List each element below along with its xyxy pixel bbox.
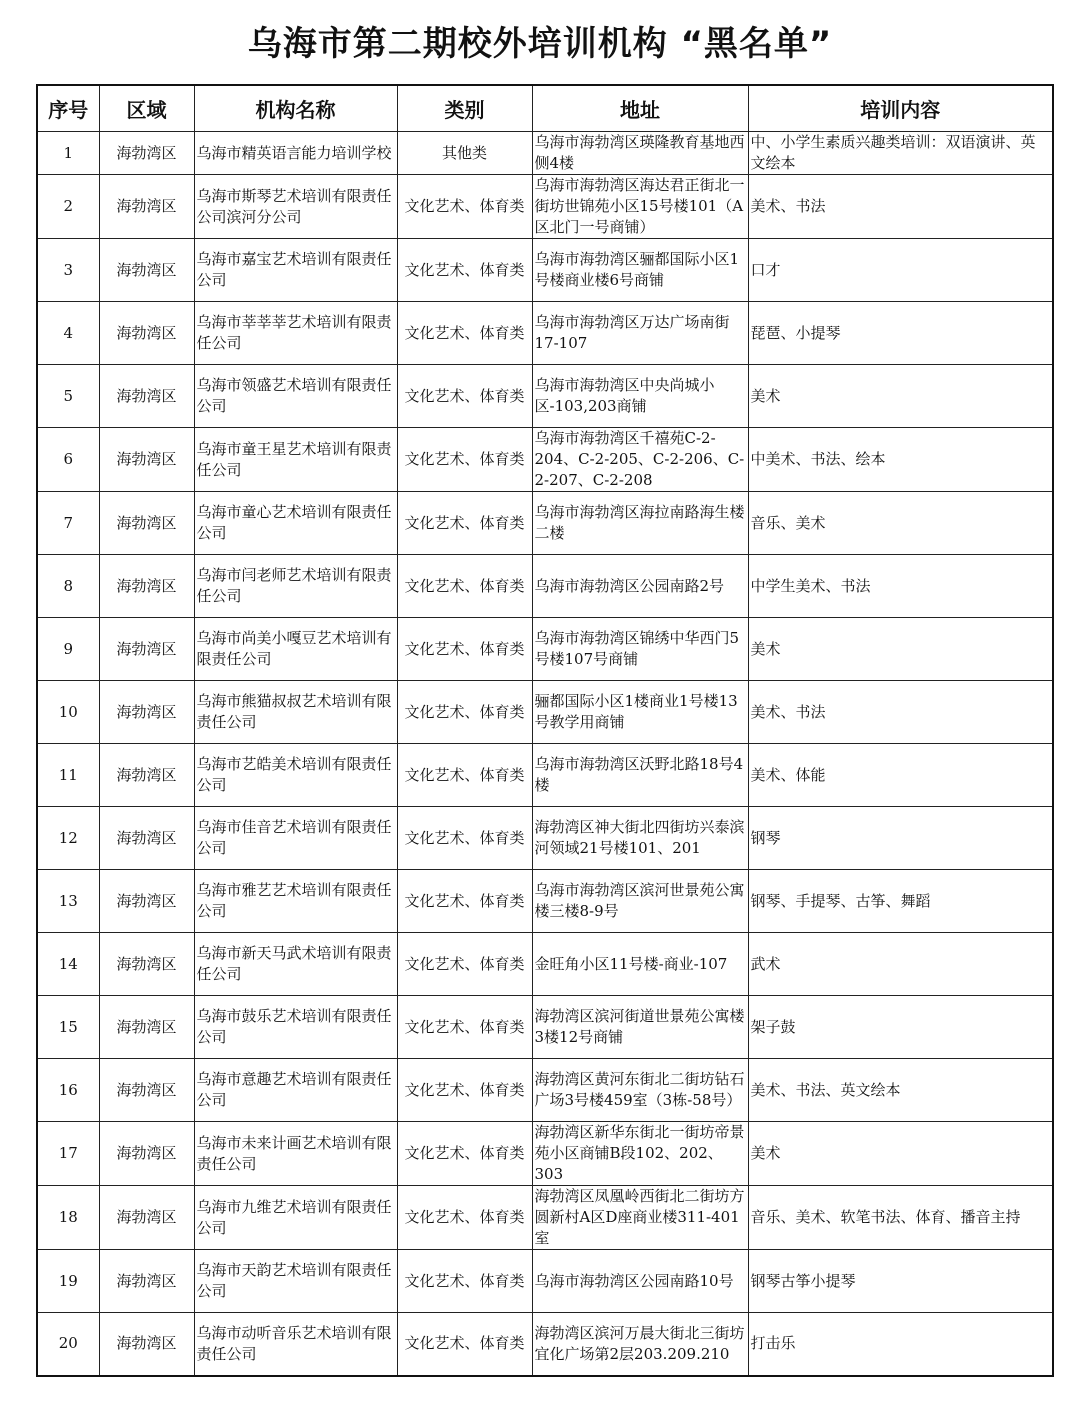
cell-index: 2 <box>37 175 99 239</box>
cell-index: 12 <box>37 807 99 870</box>
cell-category: 文化艺术、体育类 <box>397 807 532 870</box>
table-row <box>37 492 1053 555</box>
table-row <box>37 681 1053 744</box>
cell-address: 乌海市海勃湾区千禧苑C-2-204、C-2-205、C-2-206、C-2-207、C-2-208 <box>532 428 748 492</box>
table-row <box>37 1122 1053 1186</box>
cell-index: 20 <box>37 1313 99 1376</box>
cell-address: 海勃湾区神大街北四街坊兴泰滨河领域21号楼101、201 <box>532 807 748 870</box>
cell-org-name: 乌海市动听音乐艺术培训有限责任公司 <box>194 1313 397 1376</box>
header-training-content: 培训内容 <box>748 85 1053 132</box>
cell-area: 海勃湾区 <box>99 744 194 807</box>
table-row <box>37 870 1053 933</box>
cell-category: 文化艺术、体育类 <box>397 1250 532 1313</box>
cell-category: 文化艺术、体育类 <box>397 302 532 365</box>
cell-category: 文化艺术、体育类 <box>397 618 532 681</box>
cell-org-name: 乌海市斯琴艺术培训有限责任公司滨河分公司 <box>194 175 397 239</box>
header-org-name: 机构名称 <box>194 85 397 132</box>
cell-category: 文化艺术、体育类 <box>397 933 532 996</box>
table-row <box>37 365 1053 428</box>
cell-training-content: 音乐、美术 <box>748 492 1053 555</box>
cell-area: 海勃湾区 <box>99 1059 194 1122</box>
cell-index: 4 <box>37 302 99 365</box>
cell-address: 海勃湾区凤凰岭西街北二街坊方圆新村A区D座商业楼311-401室 <box>532 1186 748 1250</box>
cell-area: 海勃湾区 <box>99 870 194 933</box>
cell-address: 乌海市海勃湾区公园南路10号 <box>532 1250 748 1313</box>
cell-address: 海勃湾区滨河街道世景苑公寓楼3楼12号商铺 <box>532 996 748 1059</box>
cell-area: 海勃湾区 <box>99 618 194 681</box>
cell-index: 8 <box>37 555 99 618</box>
cell-org-name: 乌海市童王星艺术培训有限责任公司 <box>194 428 397 492</box>
cell-category: 文化艺术、体育类 <box>397 1313 532 1376</box>
cell-address: 海勃湾区新华东街北一街坊帝景苑小区商铺B段102、202、303 <box>532 1122 748 1186</box>
cell-index: 3 <box>37 239 99 302</box>
cell-training-content: 美术 <box>748 365 1053 428</box>
cell-address: 乌海市海勃湾区滨河世景苑公寓楼三楼8-9号 <box>532 870 748 933</box>
cell-org-name: 乌海市童心艺术培训有限责任公司 <box>194 492 397 555</box>
cell-org-name: 乌海市九维艺术培训有限责任公司 <box>194 1186 397 1250</box>
cell-training-content: 架子鼓 <box>748 996 1053 1059</box>
cell-org-name: 乌海市精英语言能力培训学校 <box>194 132 397 175</box>
table-row <box>37 1186 1053 1250</box>
cell-address: 乌海市海勃湾区海拉南路海生楼二楼 <box>532 492 748 555</box>
cell-training-content: 美术、书法 <box>748 175 1053 239</box>
cell-index: 10 <box>37 681 99 744</box>
cell-area: 海勃湾区 <box>99 1122 194 1186</box>
cell-org-name: 乌海市熊猫叔叔艺术培训有限责任公司 <box>194 681 397 744</box>
cell-address: 金旺角小区11号楼-商业-107 <box>532 933 748 996</box>
table-row <box>37 933 1053 996</box>
table-row <box>37 302 1053 365</box>
cell-address: 乌海市海勃湾区骊都国际小区1号楼商业楼6号商铺 <box>532 239 748 302</box>
cell-training-content: 钢琴、手提琴、古筝、舞蹈 <box>748 870 1053 933</box>
cell-org-name: 乌海市嘉宝艺术培训有限责任公司 <box>194 239 397 302</box>
cell-training-content: 武术 <box>748 933 1053 996</box>
cell-address: 海勃湾区黄河东街北二街坊钻石广场3号楼459室（3栋-58号） <box>532 1059 748 1122</box>
cell-address: 乌海市海勃湾区万达广场南街17-107 <box>532 302 748 365</box>
cell-index: 19 <box>37 1250 99 1313</box>
cell-org-name: 乌海市佳音艺术培训有限责任公司 <box>194 807 397 870</box>
cell-index: 15 <box>37 996 99 1059</box>
cell-training-content: 琵琶、小提琴 <box>748 302 1053 365</box>
cell-category: 文化艺术、体育类 <box>397 744 532 807</box>
cell-org-name: 乌海市尚美小嘎豆艺术培训有限责任公司 <box>194 618 397 681</box>
cell-org-name: 乌海市莘莘莘艺术培训有限责任公司 <box>194 302 397 365</box>
cell-training-content: 中学生美术、书法 <box>748 555 1053 618</box>
cell-category: 文化艺术、体育类 <box>397 239 532 302</box>
cell-category: 文化艺术、体育类 <box>397 428 532 492</box>
cell-category: 文化艺术、体育类 <box>397 681 532 744</box>
cell-address: 乌海市海勃湾区沃野北路18号4楼 <box>532 744 748 807</box>
cell-category: 文化艺术、体育类 <box>397 1122 532 1186</box>
table-row <box>37 555 1053 618</box>
header-area: 区域 <box>99 85 194 132</box>
cell-index: 5 <box>37 365 99 428</box>
cell-training-content: 音乐、美术、软笔书法、体育、播音主持 <box>748 1186 1053 1250</box>
cell-index: 18 <box>37 1186 99 1250</box>
blacklist-table <box>36 84 1054 1377</box>
cell-area: 海勃湾区 <box>99 933 194 996</box>
table-row <box>37 618 1053 681</box>
cell-index: 11 <box>37 744 99 807</box>
cell-training-content: 美术 <box>748 618 1053 681</box>
table-row <box>37 132 1053 175</box>
cell-address: 乌海市海勃湾区海达君正街北一街坊世锦苑小区15号楼101（A区北门一号商铺） <box>532 175 748 239</box>
cell-category: 文化艺术、体育类 <box>397 175 532 239</box>
cell-area: 海勃湾区 <box>99 807 194 870</box>
cell-index: 1 <box>37 132 99 175</box>
cell-address: 乌海市海勃湾区瑛隆教育基地西侧4楼 <box>532 132 748 175</box>
cell-org-name: 乌海市意趣艺术培训有限责任公司 <box>194 1059 397 1122</box>
cell-training-content: 美术 <box>748 1122 1053 1186</box>
cell-org-name: 乌海市鼓乐艺术培训有限责任公司 <box>194 996 397 1059</box>
cell-category: 文化艺术、体育类 <box>397 870 532 933</box>
cell-training-content: 口才 <box>748 239 1053 302</box>
cell-address: 海勃湾区滨河万晨大街北三街坊宜化广场第2层203.209.210 <box>532 1313 748 1376</box>
cell-index: 16 <box>37 1059 99 1122</box>
table-row <box>37 1250 1053 1313</box>
cell-area: 海勃湾区 <box>99 132 194 175</box>
cell-category: 文化艺术、体育类 <box>397 1186 532 1250</box>
table-row <box>37 1313 1053 1376</box>
cell-training-content: 中美术、书法、绘本 <box>748 428 1053 492</box>
table-row <box>37 1059 1053 1122</box>
cell-area: 海勃湾区 <box>99 492 194 555</box>
cell-training-content: 美术、书法、英文绘本 <box>748 1059 1053 1122</box>
cell-category: 文化艺术、体育类 <box>397 996 532 1059</box>
cell-area: 海勃湾区 <box>99 1186 194 1250</box>
cell-address: 乌海市海勃湾区公园南路2号 <box>532 555 748 618</box>
cell-area: 海勃湾区 <box>99 428 194 492</box>
table-body <box>37 132 1053 1376</box>
cell-area: 海勃湾区 <box>99 302 194 365</box>
table-row <box>37 996 1053 1059</box>
cell-area: 海勃湾区 <box>99 365 194 428</box>
table-row <box>37 175 1053 239</box>
table-row <box>37 239 1053 302</box>
cell-training-content: 美术、体能 <box>748 744 1053 807</box>
cell-area: 海勃湾区 <box>99 1313 194 1376</box>
cell-index: 7 <box>37 492 99 555</box>
cell-area: 海勃湾区 <box>99 996 194 1059</box>
cell-address: 乌海市海勃湾区中央尚城小区-103,203商铺 <box>532 365 748 428</box>
cell-training-content: 钢琴古筝小提琴 <box>748 1250 1053 1313</box>
cell-org-name: 乌海市天韵艺术培训有限责任公司 <box>194 1250 397 1313</box>
cell-training-content: 美术、书法 <box>748 681 1053 744</box>
cell-category: 文化艺术、体育类 <box>397 365 532 428</box>
table-row <box>37 428 1053 492</box>
cell-training-content: 中、小学生素质兴趣类培训：双语演讲、英文绘本 <box>748 132 1053 175</box>
cell-org-name: 乌海市艺皓美术培训有限责任公司 <box>194 744 397 807</box>
cell-address: 骊都国际小区1楼商业1号楼13号教学用商铺 <box>532 681 748 744</box>
cell-address: 乌海市海勃湾区锦绣中华西门5号楼107号商铺 <box>532 618 748 681</box>
cell-area: 海勃湾区 <box>99 1250 194 1313</box>
cell-area: 海勃湾区 <box>99 681 194 744</box>
cell-area: 海勃湾区 <box>99 175 194 239</box>
page-title: 乌海市第二期校外培训机构 “黑名单” <box>247 24 833 64</box>
cell-area: 海勃湾区 <box>99 555 194 618</box>
cell-area: 海勃湾区 <box>99 239 194 302</box>
header-category: 类别 <box>397 85 532 132</box>
header-index: 序号 <box>37 85 99 132</box>
cell-category: 其他类 <box>397 132 532 175</box>
cell-org-name: 乌海市闫老师艺术培训有限责任公司 <box>194 555 397 618</box>
header-address: 地址 <box>532 85 748 132</box>
table-header-row <box>37 85 1053 132</box>
cell-index: 6 <box>37 428 99 492</box>
cell-index: 9 <box>37 618 99 681</box>
cell-category: 文化艺术、体育类 <box>397 555 532 618</box>
cell-index: 14 <box>37 933 99 996</box>
cell-org-name: 乌海市雅艺艺术培训有限责任公司 <box>194 870 397 933</box>
cell-index: 17 <box>37 1122 99 1186</box>
table-row <box>37 807 1053 870</box>
cell-index: 13 <box>37 870 99 933</box>
table-row <box>37 744 1053 807</box>
cell-training-content: 打击乐 <box>748 1313 1053 1376</box>
cell-category: 文化艺术、体育类 <box>397 1059 532 1122</box>
cell-training-content: 钢琴 <box>748 807 1053 870</box>
cell-category: 文化艺术、体育类 <box>397 492 532 555</box>
cell-org-name: 乌海市未来计画艺术培训有限责任公司 <box>194 1122 397 1186</box>
cell-org-name: 乌海市领盛艺术培训有限责任公司 <box>194 365 397 428</box>
cell-org-name: 乌海市新天马武术培训有限责任公司 <box>194 933 397 996</box>
